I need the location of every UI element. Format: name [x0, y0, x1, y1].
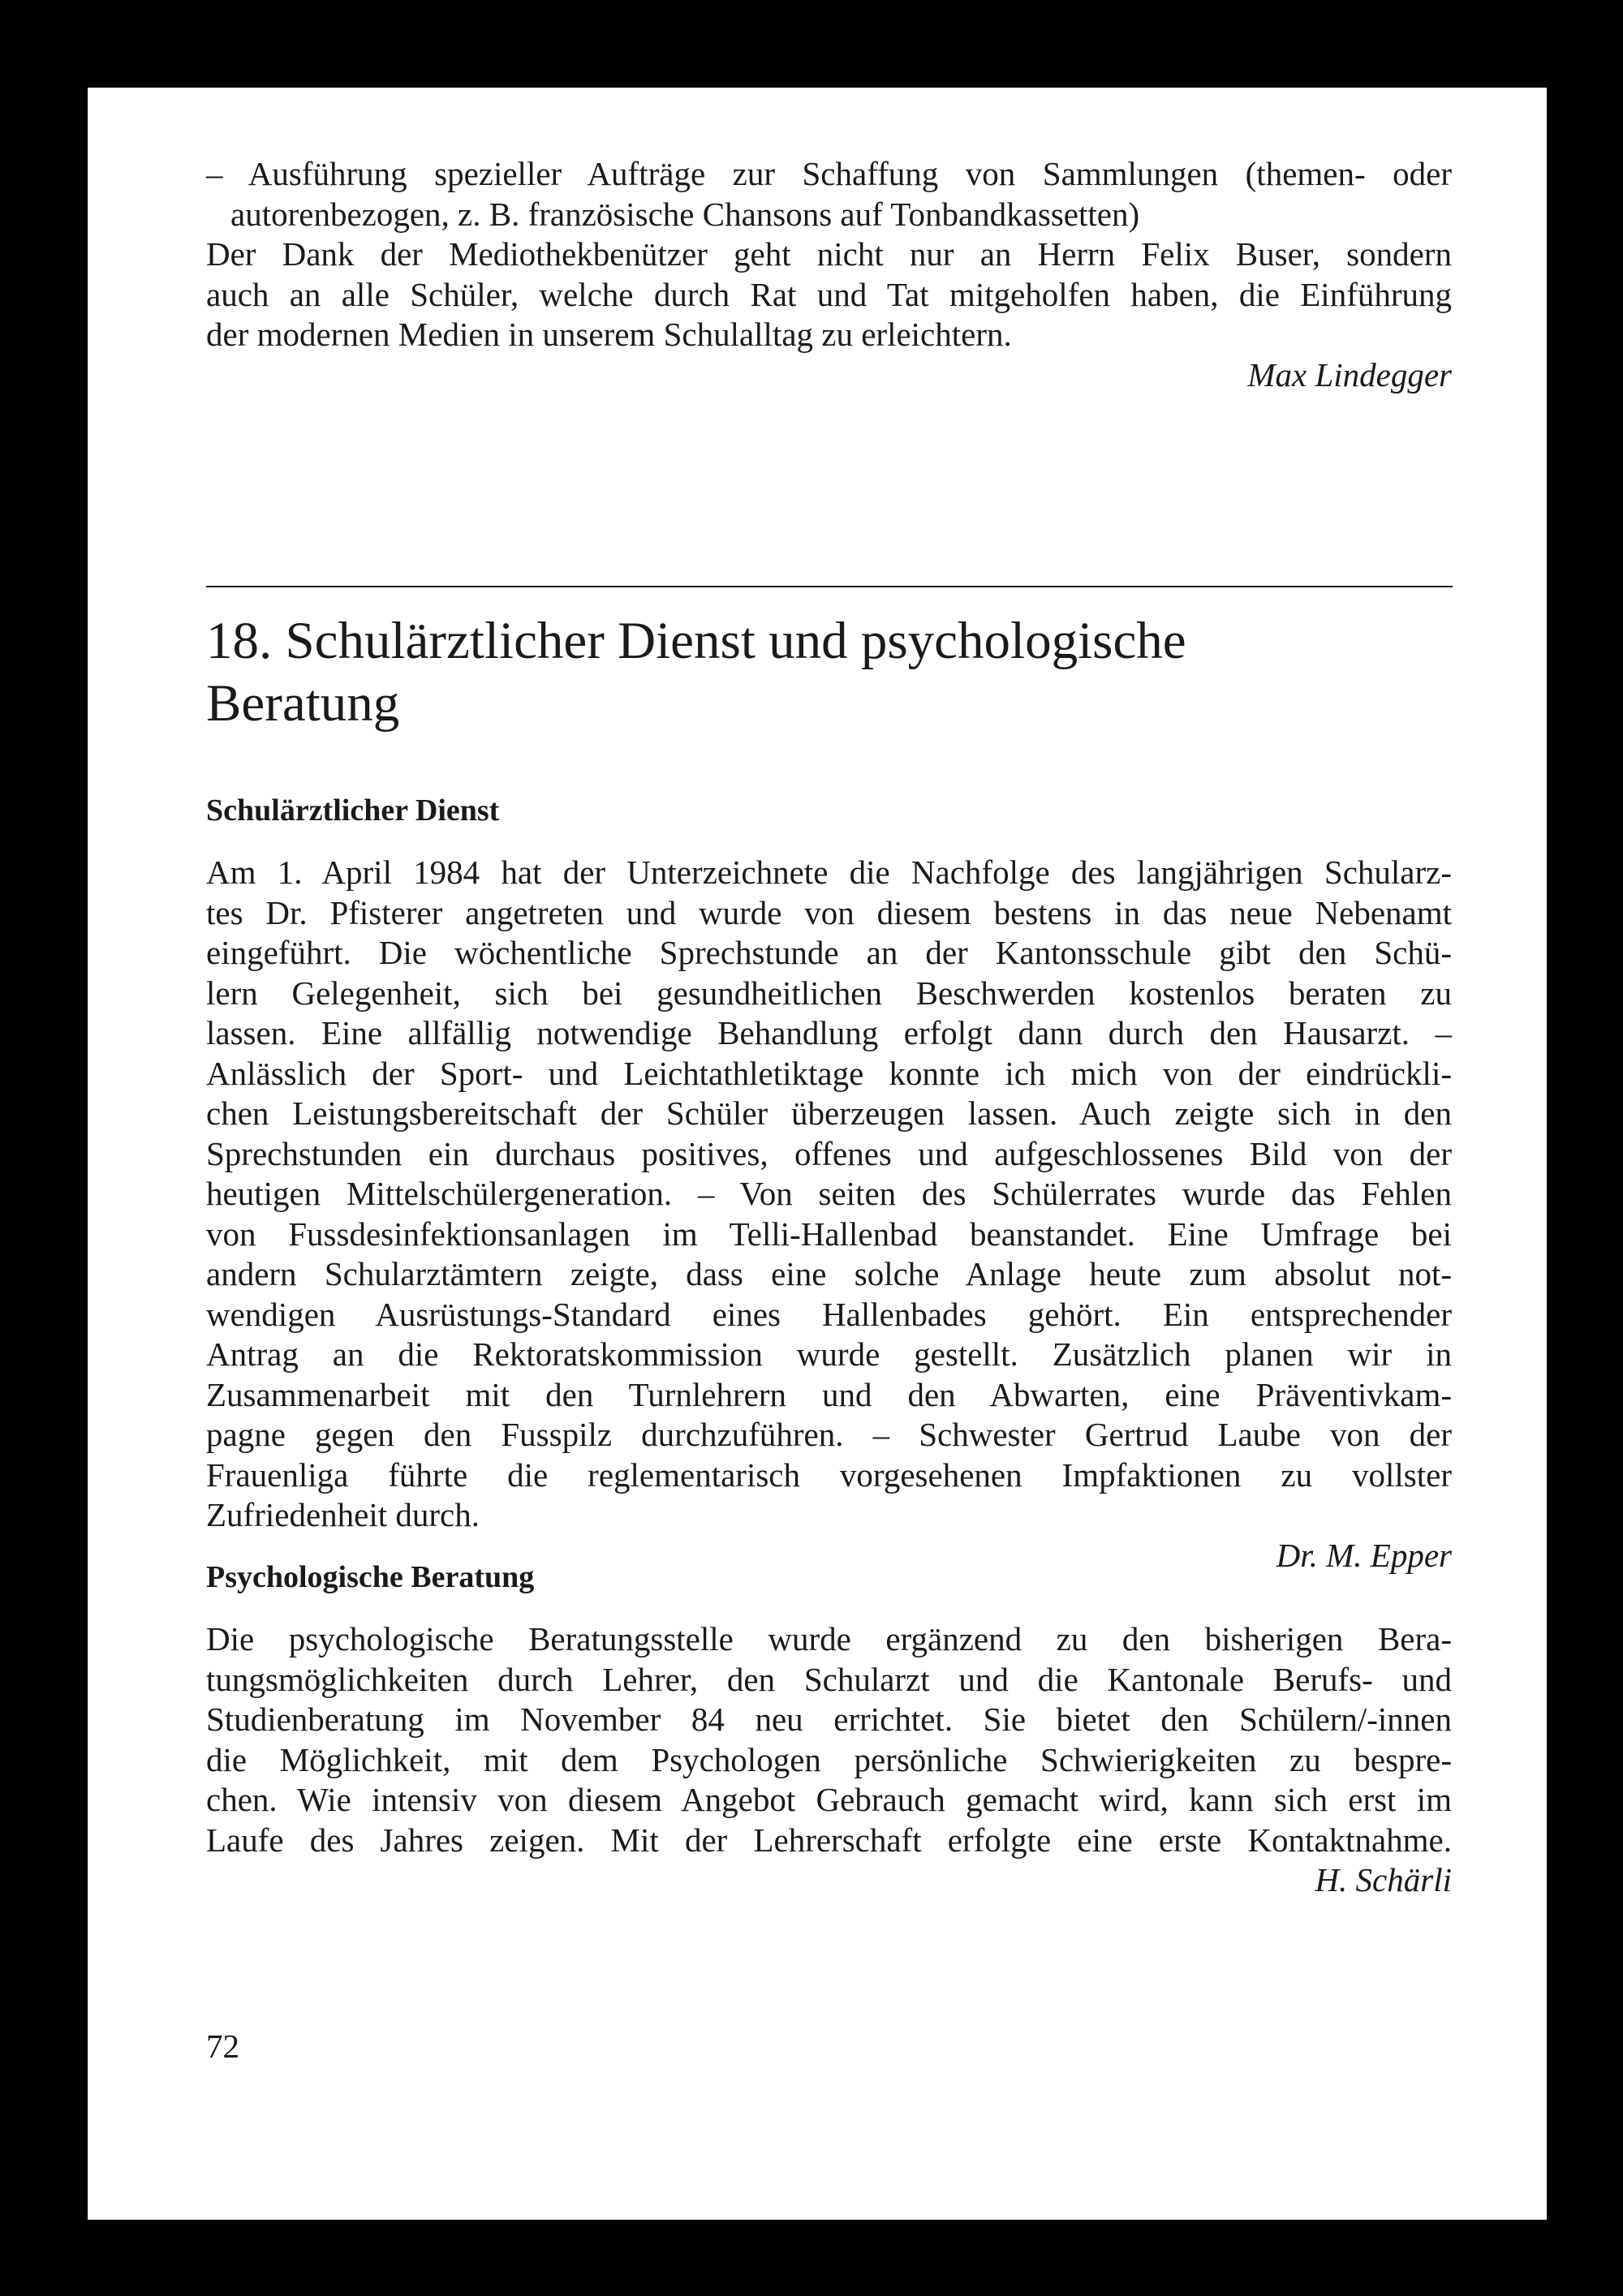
section-divider [206, 586, 1453, 587]
school-doctor-section [206, 791, 1452, 1576]
text-line: Zusammenarbeit mit den Turnlehrern und den Abwarten, eine Präventivkam- [206, 1375, 1452, 1413]
page-number: 72 [206, 2027, 239, 2065]
text-line: von Fussdesinfektionsanlagen im Telli-Hallenbad beanstandet. Eine Umfrage bei [206, 1215, 1452, 1253]
text-line: andern Schularztämtern zeigte, dass eine solche Anlage heute zum absolut not- [206, 1255, 1452, 1292]
text-line: Anlässlich der Sport- und Leichtathletiktage konnte ich mich von der eindrückli- [206, 1054, 1452, 1092]
text-line: auch an alle Schüler, welche durch Rat und Tat mitgeholfen haben, die Einführung [206, 275, 1452, 313]
text-line: Der Dank der Mediothekbenützer geht nicht nur an Herrn Felix Buser, sondern [206, 235, 1452, 273]
section-title [206, 610, 1452, 735]
thanks-paragraph [206, 234, 1452, 355]
bullet-line: autorenbezogen, z. B. französische Chansons auf Tonbandkassetten) [230, 195, 1140, 233]
text-line: lassen. Eine allfällig notwendige Behandlung erfolgt dann durch den Hausarzt. – [206, 1014, 1452, 1051]
psych-section [206, 1558, 1452, 1901]
text-line: pagne gegen den Fusspilz durchzuführen. – Schwester Gertrud Laube von der [206, 1416, 1452, 1453]
text-line: die Möglichkeit, mit dem Psychologen persönliche Schwierigkeiten zu bespre- [206, 1740, 1452, 1778]
text-line: Am 1. April 1984 hat der Unterzeichnete die Nachfolge des langjährigen Schularz- [206, 853, 1452, 891]
text-line: der modernen Medien in unserem Schulalltag zu erleichtern. [206, 316, 1012, 353]
signature: Max Lindegger [1247, 355, 1452, 393]
text-line: lern Gelegenheit, sich bei gesundheitlichen Beschwerden kostenlos beraten zu [206, 974, 1452, 1012]
text-line: chen Leistungsbereitschaft der Schüler überzeugen lassen. Auch zeigte sich in den [206, 1094, 1452, 1132]
bullet-item [206, 154, 1452, 234]
text-line: Frauenliga führte die reglementarisch vorgesehenen Impfaktionen zu vollster [206, 1455, 1452, 1494]
text-line: tungsmöglichkeiten durch Lehrer, den Schularzt und die Kantonale Berufs- und [206, 1660, 1452, 1698]
text-line: chen. Wie intensiv von diesem Angebot Gebrauch gemacht wird, kann sich erst im [206, 1781, 1452, 1818]
text-line: Laufe des Jahres zeigen. Mit der Lehrerschaft erfolgte eine erste Kontaktnahme. [206, 1821, 1452, 1859]
text-line: heutigen Mittelschülergeneration. – Von seiten des Schülerrates wurde das Fehlen [206, 1175, 1452, 1212]
text-line: Antrag an die Rektoratskommission wurde gestellt. Zusätzlich planen wir in [206, 1335, 1452, 1373]
text-line: eingeführt. Die wöchentliche Sprechstunde an der Kantonsschule gibt den Schü- [206, 934, 1452, 971]
intro-block [206, 154, 1452, 395]
bullet-line: – Ausführung spezieller Aufträge zur Schaffung von Sammlungen (themen- oder [206, 155, 1452, 192]
signature: H. Schärli [1315, 1861, 1452, 1898]
text-line: wendigen Ausrüstungs-Standard eines Hallenbades gehört. Ein entsprechender [206, 1295, 1452, 1333]
text-line: Sprechstunden ein durchaus positives, offenes und aufgeschlossenes Bild von der [206, 1134, 1452, 1172]
psych-paragraph [206, 1619, 1452, 1860]
section-title-line: 18. Schulärztlicher Dienst und psychologische [206, 612, 1186, 670]
school-doctor-heading: Schulärztlicher Dienst [206, 793, 500, 828]
signature: Dr. M. Epper [1276, 1536, 1452, 1574]
text-line: Studienberatung im November 84 neu errichtet. Sie bietet den Schülern/-innen [206, 1701, 1452, 1738]
section-title-line: Beratung [206, 674, 400, 733]
school-doctor-paragraph [206, 853, 1452, 1536]
text-line: Zufriedenheit durch. [206, 1496, 480, 1533]
text-line: tes Dr. Pfisterer angetreten und wurde von diesem bestens in das neue Nebenamt [206, 893, 1452, 931]
psych-heading: Psychologische Beratung [206, 1560, 535, 1594]
text-line: Die psychologische Beratungsstelle wurde ergänzend zu den bisherigen Bera- [206, 1620, 1452, 1658]
